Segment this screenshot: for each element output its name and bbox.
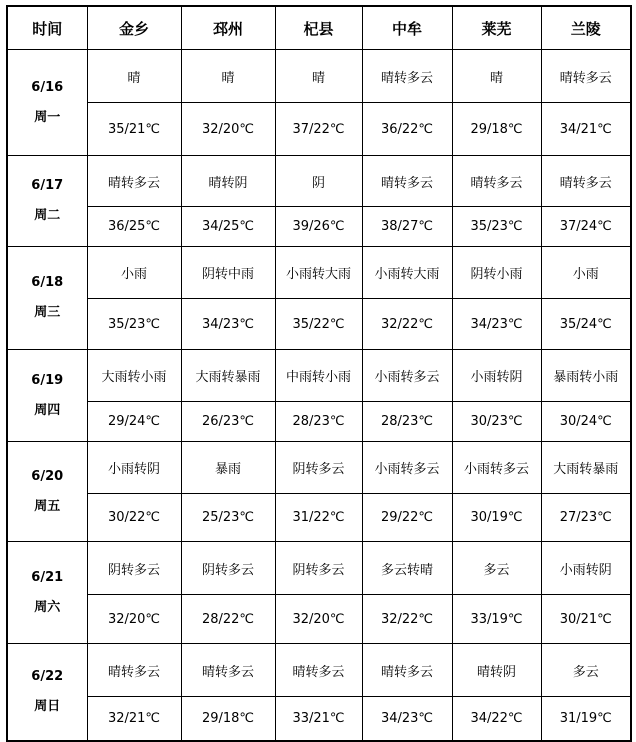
temperature-cell: 29/18℃ xyxy=(181,697,275,742)
temperature-cell: 35/23℃ xyxy=(87,299,181,350)
date-label: 6/20 xyxy=(31,468,64,484)
weather-cell: 阴转多云 xyxy=(181,542,275,595)
city-header: 金乡 xyxy=(87,6,181,50)
temperature-cell: 25/23℃ xyxy=(181,494,275,542)
forecast-table xyxy=(6,5,632,742)
temperature-cell: 34/22℃ xyxy=(452,697,541,742)
day-cell xyxy=(7,644,87,742)
temperature-row xyxy=(7,595,631,644)
temperature-cell: 29/18℃ xyxy=(452,103,541,156)
temperature-cell: 33/19℃ xyxy=(452,595,541,644)
city-header: 邳州 xyxy=(181,6,275,50)
temperature-cell: 31/22℃ xyxy=(275,494,362,542)
weather-cell: 小雨 xyxy=(541,247,631,299)
temperature-cell: 35/23℃ xyxy=(452,207,541,247)
weather-cell: 小雨转多云 xyxy=(362,350,452,402)
day-cell xyxy=(7,350,87,442)
temperature-cell: 32/22℃ xyxy=(362,595,452,644)
time-header: 时间 xyxy=(7,6,87,50)
weather-cell: 中雨转小雨 xyxy=(275,350,362,402)
weather-cell: 多云转晴 xyxy=(362,542,452,595)
weather-cell: 晴 xyxy=(275,50,362,103)
temperature-row xyxy=(7,402,631,442)
weekday-label: 周二 xyxy=(34,208,61,223)
weather-cell: 阴转小雨 xyxy=(452,247,541,299)
weather-cell: 小雨转阴 xyxy=(541,542,631,595)
temperature-row xyxy=(7,494,631,542)
temperature-cell: 32/21℃ xyxy=(87,697,181,742)
temperature-cell: 32/20℃ xyxy=(275,595,362,644)
temperature-cell: 27/23℃ xyxy=(541,494,631,542)
weekday-label: 周日 xyxy=(34,699,61,714)
temperature-cell: 33/21℃ xyxy=(275,697,362,742)
weather-cell: 晴 xyxy=(87,50,181,103)
temperature-row xyxy=(7,697,631,742)
weather-cell: 晴转阴 xyxy=(452,644,541,697)
temperature-cell: 26/23℃ xyxy=(181,402,275,442)
weather-cell: 阴转中雨 xyxy=(181,247,275,299)
temperature-cell: 39/26℃ xyxy=(275,207,362,247)
temperature-cell: 30/22℃ xyxy=(87,494,181,542)
weather-cell: 晴转多云 xyxy=(541,156,631,207)
temperature-cell: 35/22℃ xyxy=(275,299,362,350)
weather-cell: 小雨转阴 xyxy=(452,350,541,402)
weather-cell: 多云 xyxy=(541,644,631,697)
weather-cell: 阴 xyxy=(275,156,362,207)
weather-cell: 晴 xyxy=(181,50,275,103)
weather-cell: 小雨转大雨 xyxy=(362,247,452,299)
weather-cell: 小雨转多云 xyxy=(452,442,541,494)
weather-cell: 晴转多云 xyxy=(87,156,181,207)
temperature-cell: 34/21℃ xyxy=(541,103,631,156)
date-label: 6/21 xyxy=(31,569,64,585)
temperature-cell: 38/27℃ xyxy=(362,207,452,247)
weather-cell: 小雨 xyxy=(87,247,181,299)
weather-cell: 晴转多云 xyxy=(541,50,631,103)
weekday-label: 周五 xyxy=(34,498,61,514)
weather-row xyxy=(7,542,631,595)
temperature-cell: 29/22℃ xyxy=(362,494,452,542)
city-header: 兰陵 xyxy=(541,6,631,50)
temperature-cell: 35/24℃ xyxy=(541,299,631,350)
weather-row xyxy=(7,156,631,207)
temperature-cell: 34/25℃ xyxy=(181,207,275,247)
temperature-cell: 30/19℃ xyxy=(452,494,541,542)
weather-cell: 大雨转暴雨 xyxy=(181,350,275,402)
weather-cell: 多云 xyxy=(452,542,541,595)
weather-row xyxy=(7,50,631,103)
weather-cell: 阴转多云 xyxy=(87,542,181,595)
temperature-cell: 32/20℃ xyxy=(181,103,275,156)
weather-cell: 小雨转多云 xyxy=(362,442,452,494)
weather-cell: 晴转多云 xyxy=(181,644,275,697)
date-label: 6/22 xyxy=(31,669,64,684)
temperature-cell: 34/23℃ xyxy=(181,299,275,350)
weather-cell: 晴转多云 xyxy=(362,50,452,103)
day-cell xyxy=(7,50,87,156)
temperature-cell: 30/24℃ xyxy=(541,402,631,442)
weekday-label: 周一 xyxy=(34,109,61,125)
temperature-cell: 31/19℃ xyxy=(541,697,631,742)
header-row xyxy=(7,6,631,50)
date-label: 6/16 xyxy=(31,79,64,95)
temperature-cell: 28/23℃ xyxy=(275,402,362,442)
city-header: 中牟 xyxy=(362,6,452,50)
weather-cell: 晴转多云 xyxy=(362,156,452,207)
weather-cell: 小雨转阴 xyxy=(87,442,181,494)
temperature-cell: 30/23℃ xyxy=(452,402,541,442)
date-label: 6/17 xyxy=(31,178,64,193)
weather-cell: 大雨转暴雨 xyxy=(541,442,631,494)
weather-cell: 晴转阴 xyxy=(181,156,275,207)
temperature-cell: 32/20℃ xyxy=(87,595,181,644)
weather-cell: 阴转多云 xyxy=(275,542,362,595)
temperature-cell: 34/23℃ xyxy=(452,299,541,350)
weather-cell: 阴转多云 xyxy=(275,442,362,494)
day-cell xyxy=(7,247,87,350)
weather-cell: 晴转多云 xyxy=(275,644,362,697)
weather-cell: 晴 xyxy=(452,50,541,103)
forecast-table-body xyxy=(7,6,631,741)
temperature-cell: 37/24℃ xyxy=(541,207,631,247)
day-cell xyxy=(7,542,87,644)
weather-row xyxy=(7,247,631,299)
weather-cell: 晴转多云 xyxy=(452,156,541,207)
weekday-label: 周三 xyxy=(34,305,61,320)
weather-row xyxy=(7,350,631,402)
temperature-cell: 29/24℃ xyxy=(87,402,181,442)
temperature-cell: 30/21℃ xyxy=(541,595,631,644)
temperature-cell: 28/23℃ xyxy=(362,402,452,442)
date-label: 6/18 xyxy=(31,275,64,290)
temperature-cell: 37/22℃ xyxy=(275,103,362,156)
weather-cell: 晴转多云 xyxy=(87,644,181,697)
weather-cell: 晴转多云 xyxy=(362,644,452,697)
weekday-label: 周四 xyxy=(34,402,61,418)
temperature-row xyxy=(7,103,631,156)
day-cell xyxy=(7,442,87,542)
temperature-cell: 28/22℃ xyxy=(181,595,275,644)
temperature-row xyxy=(7,207,631,247)
temperature-row xyxy=(7,299,631,350)
weather-row xyxy=(7,442,631,494)
temperature-cell: 36/25℃ xyxy=(87,207,181,247)
weather-row xyxy=(7,644,631,697)
date-label: 6/19 xyxy=(31,372,64,388)
city-header: 杞县 xyxy=(275,6,362,50)
day-cell xyxy=(7,156,87,247)
temperature-cell: 36/22℃ xyxy=(362,103,452,156)
weather-cell: 大雨转小雨 xyxy=(87,350,181,402)
weather-cell: 暴雨 xyxy=(181,442,275,494)
temperature-cell: 35/21℃ xyxy=(87,103,181,156)
temperature-cell: 34/23℃ xyxy=(362,697,452,742)
temperature-cell: 32/22℃ xyxy=(362,299,452,350)
city-header: 莱芜 xyxy=(452,6,541,50)
weekday-label: 周六 xyxy=(34,599,61,615)
weather-cell: 暴雨转小雨 xyxy=(541,350,631,402)
weather-cell: 小雨转大雨 xyxy=(275,247,362,299)
